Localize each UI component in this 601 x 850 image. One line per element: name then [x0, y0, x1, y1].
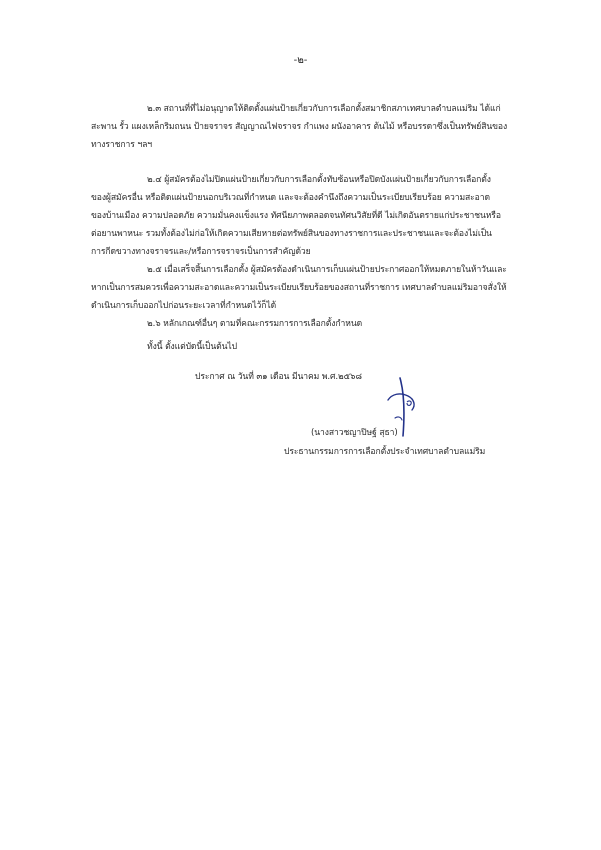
paragraph-2-3-line-1: ๒.๓ สถานที่ที่ไม่อนุญาตให้ติดตั้งแผ่นป้ายเกี่ยวกับการเลือกตั้งสมาชิกสภาเทศบาลตำบลแม่ริม ได้แก่ — [147, 104, 501, 114]
paragraph-2-5-line-3: ดำเนินการเก็บออกไปก่อนระยะเวลาที่กำหนดไว้ก็ได้ — [91, 301, 277, 311]
paragraph-2-3-line-3: ทางราชการ ฯลฯ — [91, 140, 152, 150]
paragraph-2-4-line-3: ของบ้านเมือง ความปลอดภัย ความมั่นคงแข็งแรง ทัศนียภาพตลอดจนทัศนวิสัยที่ดี ไม่เกิดอันตรายแก่ประชาชนหรือ — [91, 211, 501, 221]
signer-name: (นางสาวชญาปิษฐ์ สุธา) — [311, 428, 398, 438]
signer-position: ประธานกรรมการการเลือกตั้งประจำเทศบาลตำบลแม่ริม — [284, 447, 486, 457]
announcement-date: ประกาศ ณ วันที่ ๓๑ เดือน มีนาคม พ.ศ.๒๕๖๘ — [195, 372, 362, 382]
paragraph-2-4-line-1: ๒.๔ ผู้สมัครต้องไม่ปิดแผ่นป้ายเกี่ยวกับการเลือกตั้งทับซ้อนหรือปิดบังแผ่นป้ายเกี่ยวกับการเลือกตั้ง — [147, 175, 491, 185]
paragraph-2-5-line-1: ๒.๕ เมื่อเสร็จสิ้นการเลือกตั้ง ผู้สมัครต้องดำเนินการเก็บแผ่นป้ายประกาศออกให้หมดภายในห้าวันและ — [147, 265, 507, 275]
page-number: -๒- — [293, 55, 308, 66]
paragraph-2-3-line-2: สะพาน รั้ว แผงเหล็กริมถนน ป้ายจราจร สัญญาณไฟจราจร กำแพง ผนังอาคาร ต้นไม้ หรือบรรดาซึ่งเป็นทรัพย์สินของ — [91, 122, 508, 132]
effective-statement: ทั้งนี้ ตั้งแต่บัดนี้เป็นต้นไป — [147, 342, 237, 352]
paragraph-2-4-line-4: ต่อยานพาหนะ รวมทั้งต้องไม่ก่อให้เกิดความเสียหายต่อทรัพย์สินของทางราชการและประชาชนและจะต้องไม่เป็น — [91, 229, 492, 239]
paragraph-2-4-line-5: การกีดขวางทางจราจรและ/หรือการจราจรเป็นการสำคัญด้วย — [91, 247, 311, 257]
paragraph-2-6-line-1: ๒.๖ หลักเกณฑ์อื่นๆ ตามที่คณะกรรมการการเลือกตั้งกำหนด — [147, 319, 363, 329]
paragraph-2-5-line-2: หากเป็นการสมควรเพื่อความสะอาดและความเป็นระเบียบเรียบร้อยของสถานที่ราชการ เทศบาลตำบลแม่ริมอาจสั่งให้ — [91, 283, 507, 293]
paragraph-2-4-line-2: ของผู้สมัครอื่น หรือติดแผ่นป้ายนอกบริเวณที่กำหนด และจะต้องคำนึงถึงความเป็นระเบียบเรียบร้อย ความสะอาด — [91, 193, 490, 203]
